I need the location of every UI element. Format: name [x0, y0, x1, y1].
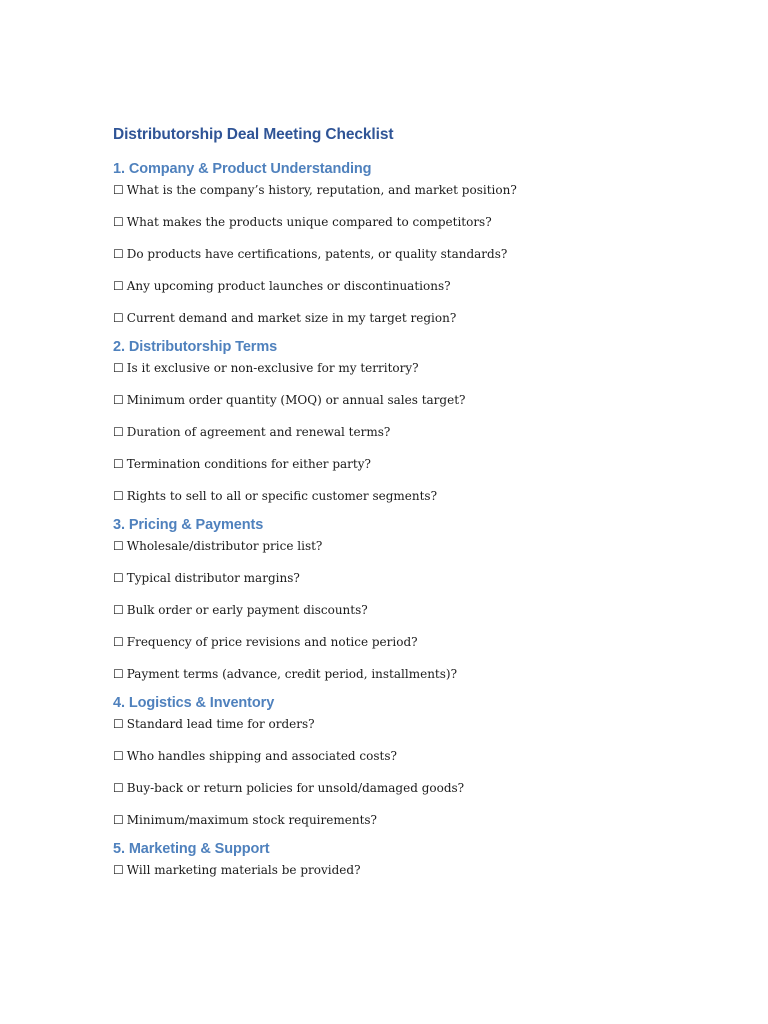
checklist-item — [113, 360, 713, 376]
checklist-item — [113, 538, 713, 554]
checklist-item-text: Minimum/maximum stock requirements? — [126, 813, 377, 827]
checklist-section — [113, 840, 713, 878]
section-heading: 2. Distributorship Terms — [113, 339, 278, 355]
checklist-item — [113, 780, 713, 796]
checklist-item — [113, 602, 713, 618]
checkbox-icon[interactable]: ☐ — [113, 425, 124, 439]
checklist-item-text: Payment terms (advance, credit period, installments)? — [126, 667, 458, 681]
checklist-item — [113, 488, 713, 504]
checkbox-icon[interactable]: ☐ — [113, 813, 124, 827]
checklist-section — [113, 694, 713, 828]
checklist-item-text: Do products have certifications, patents, or quality standards? — [126, 247, 508, 261]
checklist-item — [113, 246, 713, 262]
checklist-item-text: Minimum order quantity (MOQ) or annual sales target? — [126, 393, 466, 407]
section-heading: 1. Company & Product Understanding — [113, 161, 372, 177]
checklist-item-text: Who handles shipping and associated costs? — [126, 749, 397, 763]
checklist-item-text: Standard lead time for orders? — [126, 717, 315, 731]
checklist-item-text: Current demand and market size in my target region? — [126, 311, 457, 325]
checklist-item-text: Duration of agreement and renewal terms? — [126, 425, 391, 439]
checkbox-icon[interactable]: ☐ — [113, 361, 124, 375]
checkbox-icon[interactable]: ☐ — [113, 667, 124, 681]
checklist-item-text: Rights to sell to all or specific customer segments? — [126, 489, 438, 503]
checklist-item-text: Typical distributor margins? — [126, 571, 300, 585]
checkbox-icon[interactable]: ☐ — [113, 247, 124, 261]
checkbox-icon[interactable]: ☐ — [113, 603, 124, 617]
checklist-item — [113, 748, 713, 764]
document-title: Distributorship Deal Meeting Checklist — [113, 126, 394, 143]
checklist-item — [113, 634, 713, 650]
checklist-item — [113, 456, 713, 472]
checklist-item — [113, 812, 713, 828]
checkbox-icon[interactable]: ☐ — [113, 489, 124, 503]
checkbox-icon[interactable]: ☐ — [113, 279, 124, 293]
checklist-section — [113, 338, 713, 504]
checklist-item — [113, 862, 713, 878]
checklist-item — [113, 182, 713, 198]
checklist-item-text: Will marketing materials be provided? — [126, 863, 361, 877]
checklist-item — [113, 310, 713, 326]
checklist-item-text: Any upcoming product launches or discontinuations? — [126, 279, 451, 293]
checklist-sections — [113, 160, 713, 878]
checklist-item — [113, 392, 713, 408]
checklist-item — [113, 214, 713, 230]
checkbox-icon[interactable]: ☐ — [113, 863, 124, 877]
checklist-item-text: Bulk order or early payment discounts? — [126, 603, 368, 617]
checklist-item-text: Buy-back or return policies for unsold/damaged goods? — [126, 781, 465, 795]
checkbox-icon[interactable]: ☐ — [113, 635, 124, 649]
section-heading: 3. Pricing & Payments — [113, 517, 264, 533]
checkbox-icon[interactable]: ☐ — [113, 215, 124, 229]
checklist-item-text: Frequency of price revisions and notice period? — [126, 635, 418, 649]
checkbox-icon[interactable]: ☐ — [113, 571, 124, 585]
section-heading: 4. Logistics & Inventory — [113, 695, 275, 711]
checklist-item-text: What is the company’s history, reputation, and market position? — [126, 183, 517, 197]
checkbox-icon[interactable]: ☐ — [113, 539, 124, 553]
checkbox-icon[interactable]: ☐ — [113, 457, 124, 471]
checklist-item — [113, 716, 713, 732]
checklist-item-text: What makes the products unique compared to competitors? — [126, 215, 492, 229]
checklist-item — [113, 570, 713, 586]
document-page — [113, 125, 713, 890]
checkbox-icon[interactable]: ☐ — [113, 717, 124, 731]
checklist-item-text: Wholesale/distributor price list? — [126, 539, 323, 553]
checkbox-icon[interactable]: ☐ — [113, 749, 124, 763]
checkbox-icon[interactable]: ☐ — [113, 781, 124, 795]
checklist-item-text: Is it exclusive or non-exclusive for my territory? — [126, 361, 419, 375]
section-heading: 5. Marketing & Support — [113, 841, 270, 857]
checklist-item — [113, 666, 713, 682]
checklist-item — [113, 278, 713, 294]
checklist-section — [113, 160, 713, 326]
checklist-section — [113, 516, 713, 682]
checkbox-icon[interactable]: ☐ — [113, 311, 124, 325]
checklist-item-text: Termination conditions for either party? — [126, 457, 371, 471]
checklist-item — [113, 424, 713, 440]
checkbox-icon[interactable]: ☐ — [113, 393, 124, 407]
checkbox-icon[interactable]: ☐ — [113, 183, 124, 197]
